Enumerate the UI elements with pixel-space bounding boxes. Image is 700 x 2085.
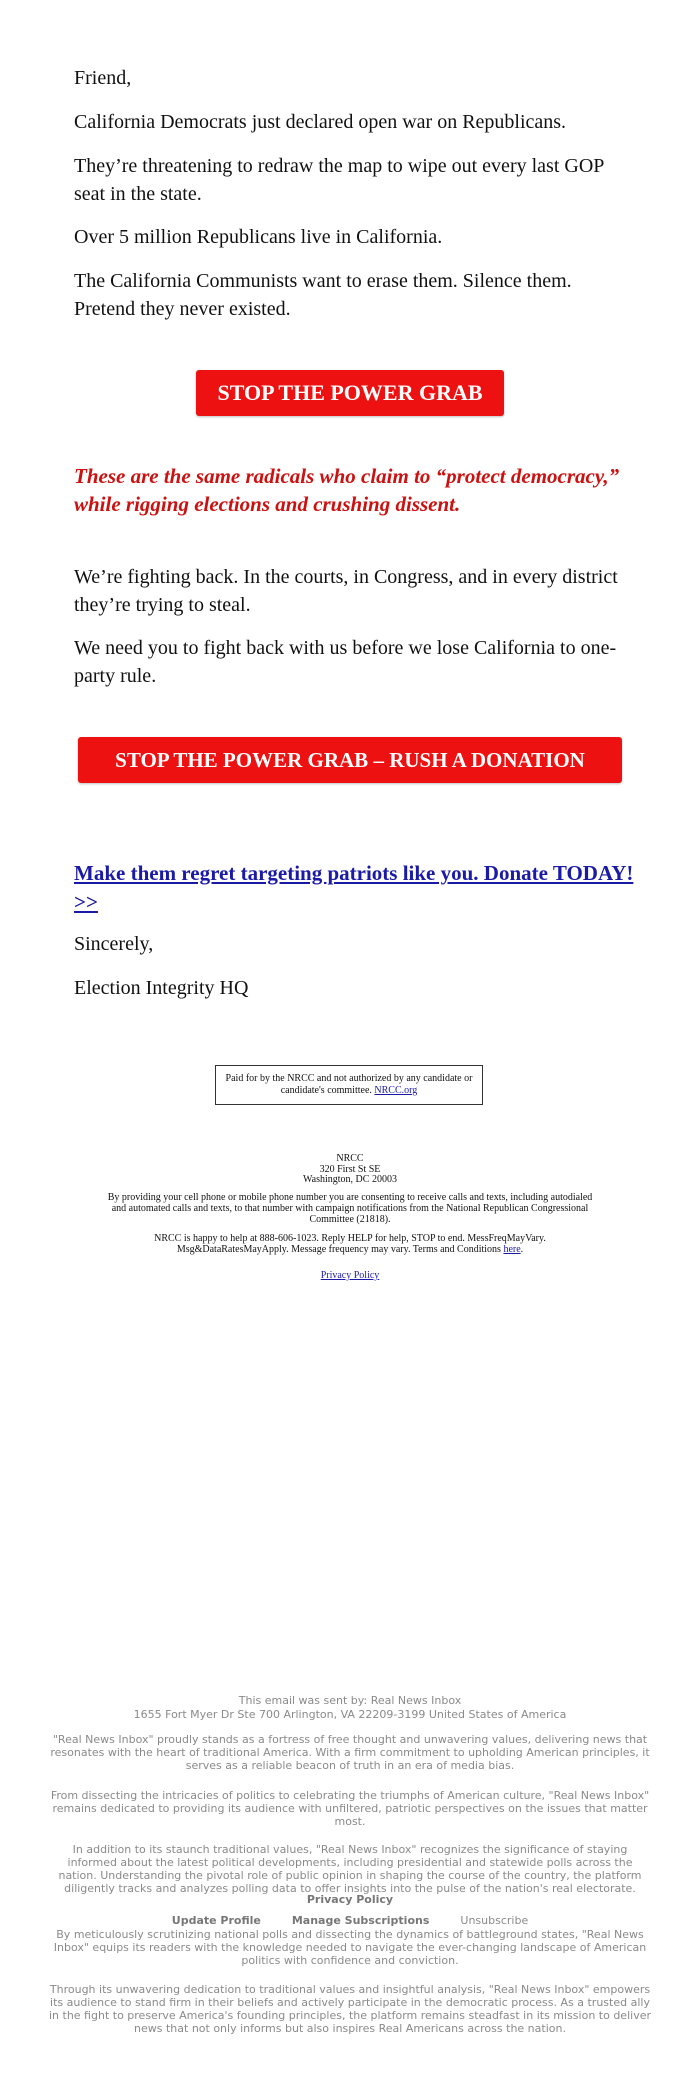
paragraph-2: They’re threatening to redraw the map to wipe out every last GOP seat in the state. xyxy=(74,155,604,205)
stop-power-grab-button[interactable]: STOP THE POWER GRAB xyxy=(196,370,504,416)
nrcc-link[interactable]: NRCC.org xyxy=(374,1085,418,1096)
footer-links xyxy=(48,1914,652,1927)
terms-here-link[interactable]: here xyxy=(503,1244,521,1255)
paid-for-disclaimer xyxy=(215,1065,483,1105)
greeting: Friend, xyxy=(74,67,132,89)
unsubscribe-link[interactable]: Unsubscribe xyxy=(460,1914,529,1927)
footer-paragraph-1: "Real News Inbox" proudly stands as a fortress of free thought and unwavering values, delivering news that resonates with the heart of traditional America. With a firm commitment to upholding American principles, it serves as a reliable beacon of truth in an era of media bias. xyxy=(50,1733,650,1772)
paragraph-6: We’re fighting back. In the courts, in Congress, and in every district they’re trying to steal. xyxy=(74,566,618,616)
footer-paragraph-3: In addition to its staunch traditional values, "Real News Inbox" recognizes the significance of staying informed about the latest political developments, including presidential and statewide polls across the nation. Understanding the pivotal role of public opinion in shaping the course of the country, the platform diligently tracks and analyzes polling data to offer insights into the pulse of the nation's real electorate. xyxy=(58,1843,642,1895)
paragraph-4: The California Communists want to erase them. Silence them. Pretend they never existed. xyxy=(74,270,572,320)
signature: Election Integrity HQ xyxy=(74,977,249,999)
address-org: NRCC xyxy=(336,1153,364,1164)
radicals-statement: These are the same radicals who claim to “protect democracy,” while rigging elections and crushing dissent. xyxy=(74,464,620,516)
footer-paragraph-5: Through its unwavering dedication to traditional values and insightful analysis, "Real News Inbox" empowers its audience to stand firm in their beliefs and actively participate in the democratic process. As a trusted ally in the fight to preserve America's founding principles, the platform remains steadfast in its mission to deliver news that not only informs but also inspires Real Americans across the nation. xyxy=(48,1983,651,2035)
footer-paragraph-2: From dissecting the intricacies of politics to celebrating the triumphs of American culture, "Real News Inbox" remains dedicated to providing its audience with unfiltered, patriotic perspectives on the issues that matter most. xyxy=(50,1789,650,1828)
footer-address: 1655 Fort Myer Dr Ste 700 Arlington, VA 22209-3199 United States of America xyxy=(133,1708,567,1721)
sms-consent-text: By providing your cell phone or mobile phone number you are consenting to receive calls and texts, including autodialed and automated calls and texts, to that number with campaign notifications from the National Republican Congressional Committee (21818). xyxy=(107,1192,593,1225)
privacy-policy-link[interactable]: Privacy Policy xyxy=(320,1270,380,1281)
manage-subscriptions-link[interactable]: Manage Subscriptions xyxy=(291,1914,430,1927)
help-text: NRCC is happy to help at 888-606-1023. Reply HELP for help, STOP to end. MessFreqMayVary. Msg&DataRatesMayApply. Message frequency may vary. Terms and Conditions here. xyxy=(154,1233,546,1255)
donate-today-link[interactable]: Make them regret targeting patriots like you. Donate TODAY! >> xyxy=(74,861,634,914)
update-profile-link[interactable]: Update Profile xyxy=(171,1914,261,1927)
paragraph-1: California Democrats just declared open war on Republicans. xyxy=(74,111,567,133)
address-city: Washington, DC 20003 xyxy=(303,1174,397,1185)
address-street: 320 First St SE xyxy=(319,1164,381,1175)
footer-sent-by: This email was sent by: Real News Inbox xyxy=(238,1694,462,1707)
signoff: Sincerely, xyxy=(74,933,154,955)
paragraph-7: We need you to fight back with us before we lose California to one-party rule. xyxy=(74,637,617,687)
disclaimer-text: Paid for by the NRCC and not authorized by any candidate or candidate's committee. xyxy=(225,1073,473,1096)
help-text-body: NRCC is happy to help at 888-606-1023. Reply HELP for help, STOP to end. MessFreqMayVary. Msg&DataRatesMayApply. Message frequency may vary. Terms and Conditions xyxy=(154,1233,546,1255)
rush-donation-button[interactable]: STOP THE POWER GRAB – RUSH A DONATION xyxy=(78,737,622,783)
paragraph-3: Over 5 million Republicans live in California. xyxy=(74,226,443,248)
footer-paragraph-4: By meticulously scrutinizing national polls and dissecting the dynamics of battleground states, "Real News Inbox" equips its readers with the knowledge needed to navigate the ever-changing landscape of American politics with confidence and conviction. xyxy=(53,1928,647,1967)
footer-privacy-policy[interactable]: Privacy Policy xyxy=(306,1893,394,1906)
